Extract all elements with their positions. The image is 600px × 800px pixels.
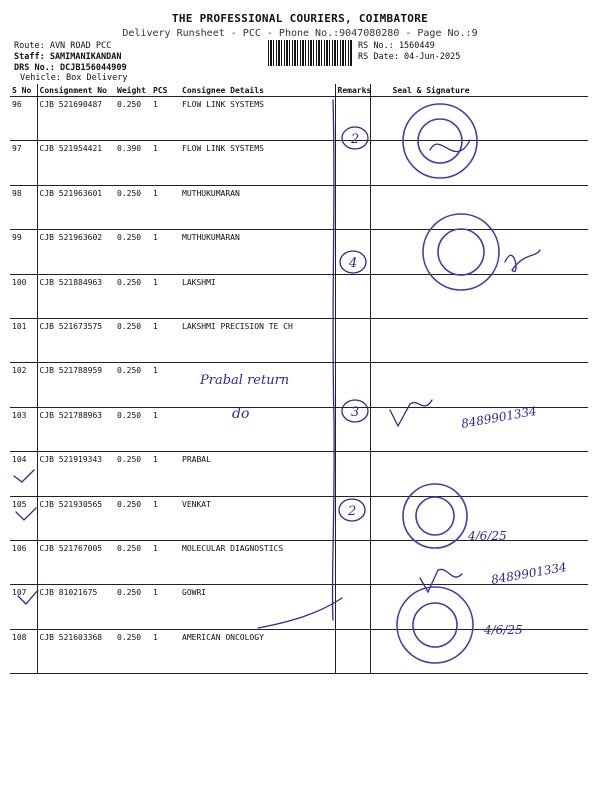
cell-pcs: 1 bbox=[151, 540, 180, 584]
cell-consignee: VENKAT bbox=[180, 496, 335, 540]
cell-sno: 104 bbox=[10, 452, 37, 496]
cell-signature bbox=[370, 274, 588, 318]
cell-signature bbox=[370, 185, 588, 229]
cell-consignment: CJB 521884963 bbox=[37, 274, 115, 318]
cell-sno: 97 bbox=[10, 141, 37, 185]
rs-date: RS Date: 04-Jun-2025 bbox=[358, 52, 461, 62]
cell-consignee: MUTHUKUMARAN bbox=[180, 185, 335, 229]
cell-weight: 0.250 bbox=[115, 585, 151, 629]
cell-sno: 98 bbox=[10, 185, 37, 229]
remark-mark-100: 4 bbox=[349, 256, 358, 271]
cell-consignee bbox=[180, 407, 335, 451]
cell-consignment: CJB 521788959 bbox=[37, 363, 115, 407]
col-remarks: Remarks bbox=[335, 84, 370, 97]
cell-consignment: CJB 521673575 bbox=[37, 318, 115, 362]
handwritten-phone-1: 8489901334 bbox=[460, 403, 538, 431]
cell-weight: 0.390 bbox=[115, 141, 151, 185]
col-consignment: Consignment No bbox=[37, 84, 115, 97]
cell-sno: 100 bbox=[10, 274, 37, 318]
cell-signature bbox=[370, 97, 588, 141]
handwritten-note-ditto: do bbox=[232, 406, 250, 422]
handwritten-note-return: Prabal return bbox=[200, 373, 290, 388]
col-pcs: PCS bbox=[151, 84, 180, 97]
staff-label: Staff: SAMIMANIKANDAN bbox=[14, 52, 122, 62]
runsheet-title: THE PROFESSIONAL COURIERS, COIMBATORE bbox=[171, 12, 429, 25]
cell-consignment: CJB 521963601 bbox=[37, 185, 115, 229]
cell-consignment: CJB 521919343 bbox=[37, 452, 115, 496]
cell-consignment: CJB 521603368 bbox=[37, 629, 115, 673]
cell-weight: 0.250 bbox=[115, 363, 151, 407]
cell-weight: 0.250 bbox=[115, 230, 151, 274]
cell-weight: 0.250 bbox=[115, 274, 151, 318]
cell-remarks bbox=[335, 230, 370, 274]
cell-pcs: 1 bbox=[151, 185, 180, 229]
cell-consignment: CJB 521954421 bbox=[37, 141, 115, 185]
table-row bbox=[10, 585, 588, 629]
cell-sno: 105 bbox=[10, 496, 37, 540]
cell-weight: 0.250 bbox=[115, 496, 151, 540]
cell-signature bbox=[370, 540, 588, 584]
cell-signature bbox=[370, 452, 588, 496]
cell-weight: 0.250 bbox=[115, 452, 151, 496]
cell-remarks bbox=[335, 629, 370, 673]
cell-pcs: 1 bbox=[151, 585, 180, 629]
cell-signature bbox=[370, 585, 588, 629]
col-seal-signature: Seal & Signature bbox=[370, 84, 588, 97]
table-row bbox=[10, 318, 588, 362]
cell-consignment: CJB 521690487 bbox=[37, 97, 115, 141]
cell-pcs: 1 bbox=[151, 496, 180, 540]
cell-signature bbox=[370, 363, 588, 407]
cell-remarks bbox=[335, 363, 370, 407]
cell-sno: 102 bbox=[10, 363, 37, 407]
cell-signature bbox=[370, 230, 588, 274]
cell-weight: 0.250 bbox=[115, 629, 151, 673]
route-label: Route: AVN ROAD PCC bbox=[14, 41, 112, 51]
cell-sno: 103 bbox=[10, 407, 37, 451]
remark-mark-106: 2 bbox=[348, 504, 357, 519]
table-header-row bbox=[10, 84, 588, 97]
cell-pcs: 1 bbox=[151, 141, 180, 185]
cell-remarks bbox=[335, 407, 370, 451]
cell-signature bbox=[370, 496, 588, 540]
cell-consignment: CJB 521930565 bbox=[37, 496, 115, 540]
cell-signature bbox=[370, 629, 588, 673]
handwritten-date-1: 4/6/25 bbox=[468, 529, 507, 543]
cell-consignee: AMERICAN ONCOLOGY bbox=[180, 629, 335, 673]
cell-remarks bbox=[335, 185, 370, 229]
cell-remarks bbox=[335, 318, 370, 362]
cell-pcs: 1 bbox=[151, 363, 180, 407]
handwritten-phone-2: 8489901334 bbox=[490, 559, 568, 587]
cell-remarks bbox=[335, 274, 370, 318]
cell-pcs: 1 bbox=[151, 274, 180, 318]
cell-weight: 0.250 bbox=[115, 407, 151, 451]
cell-pcs: 1 bbox=[151, 230, 180, 274]
table-row bbox=[10, 141, 588, 185]
cell-sno: 101 bbox=[10, 318, 37, 362]
table-row bbox=[10, 540, 588, 584]
col-consignee: Consignee Details bbox=[180, 84, 335, 97]
table-row bbox=[10, 629, 588, 673]
cell-sno: 108 bbox=[10, 629, 37, 673]
table-row bbox=[10, 452, 588, 496]
cell-pcs: 1 bbox=[151, 97, 180, 141]
cell-consignee: PRABAL bbox=[180, 452, 335, 496]
cell-remarks bbox=[335, 496, 370, 540]
cell-consignment: CJB 81021675 bbox=[37, 585, 115, 629]
cell-pcs: 1 bbox=[151, 318, 180, 362]
cell-weight: 0.250 bbox=[115, 318, 151, 362]
runsheet-table bbox=[10, 84, 588, 674]
cell-signature bbox=[370, 141, 588, 185]
cell-sno: 99 bbox=[10, 230, 37, 274]
cell-consignee bbox=[180, 363, 335, 407]
cell-remarks bbox=[335, 452, 370, 496]
cell-consignee: MOLECULAR DIAGNOSTICS bbox=[180, 540, 335, 584]
cell-consignment: CJB 521963602 bbox=[37, 230, 115, 274]
handwritten-date-2: 4/6/25 bbox=[484, 623, 523, 637]
rs-number: RS No.: 1560449 bbox=[358, 41, 435, 51]
cell-consignee: GOWRI bbox=[180, 585, 335, 629]
cell-remarks bbox=[335, 97, 370, 141]
cell-consignee: FLOW LINK SYSTEMS bbox=[180, 141, 335, 185]
cell-signature bbox=[370, 318, 588, 362]
cell-signature bbox=[370, 407, 588, 451]
cell-weight: 0.250 bbox=[115, 97, 151, 141]
table-row bbox=[10, 97, 588, 141]
cell-weight: 0.250 bbox=[115, 540, 151, 584]
cell-sno: 107 bbox=[10, 585, 37, 629]
barcode bbox=[268, 40, 352, 66]
remark-mark-97: 2 bbox=[351, 132, 360, 147]
cell-consignee: FLOW LINK SYSTEMS bbox=[180, 97, 335, 141]
table-row bbox=[10, 185, 588, 229]
cell-consignment: CJB 521788963 bbox=[37, 407, 115, 451]
drs-number: DRS No.: DCJB156044909 bbox=[14, 63, 127, 73]
cell-pcs: 1 bbox=[151, 452, 180, 496]
col-sno: S No bbox=[10, 84, 37, 97]
table-row bbox=[10, 496, 588, 540]
cell-remarks bbox=[335, 540, 370, 584]
cell-pcs: 1 bbox=[151, 629, 180, 673]
remark-mark-103: 3 bbox=[351, 405, 360, 420]
table-row bbox=[10, 274, 588, 318]
cell-consignee: MUTHUKUMARAN bbox=[180, 230, 335, 274]
cell-weight: 0.250 bbox=[115, 185, 151, 229]
cell-consignee: LAKSHMI PRECISION TE CH bbox=[180, 318, 335, 362]
table-row bbox=[10, 363, 588, 407]
vehicle-label: Vehicle: Box Delivery bbox=[20, 73, 128, 83]
cell-remarks bbox=[335, 141, 370, 185]
cell-consignee: LAKSHMI bbox=[180, 274, 335, 318]
cell-sno: 106 bbox=[10, 540, 37, 584]
table-row bbox=[10, 407, 588, 451]
cell-remarks bbox=[335, 585, 370, 629]
cell-consignment: CJB 521767005 bbox=[37, 540, 115, 584]
cell-sno: 96 bbox=[10, 97, 37, 141]
runsheet-subtitle: Delivery Runsheet - PCC - Phone No.:9047080280 - Page No.:9 bbox=[122, 28, 478, 39]
cell-pcs: 1 bbox=[151, 407, 180, 451]
table-row bbox=[10, 230, 588, 274]
col-weight: Weight bbox=[115, 84, 151, 97]
